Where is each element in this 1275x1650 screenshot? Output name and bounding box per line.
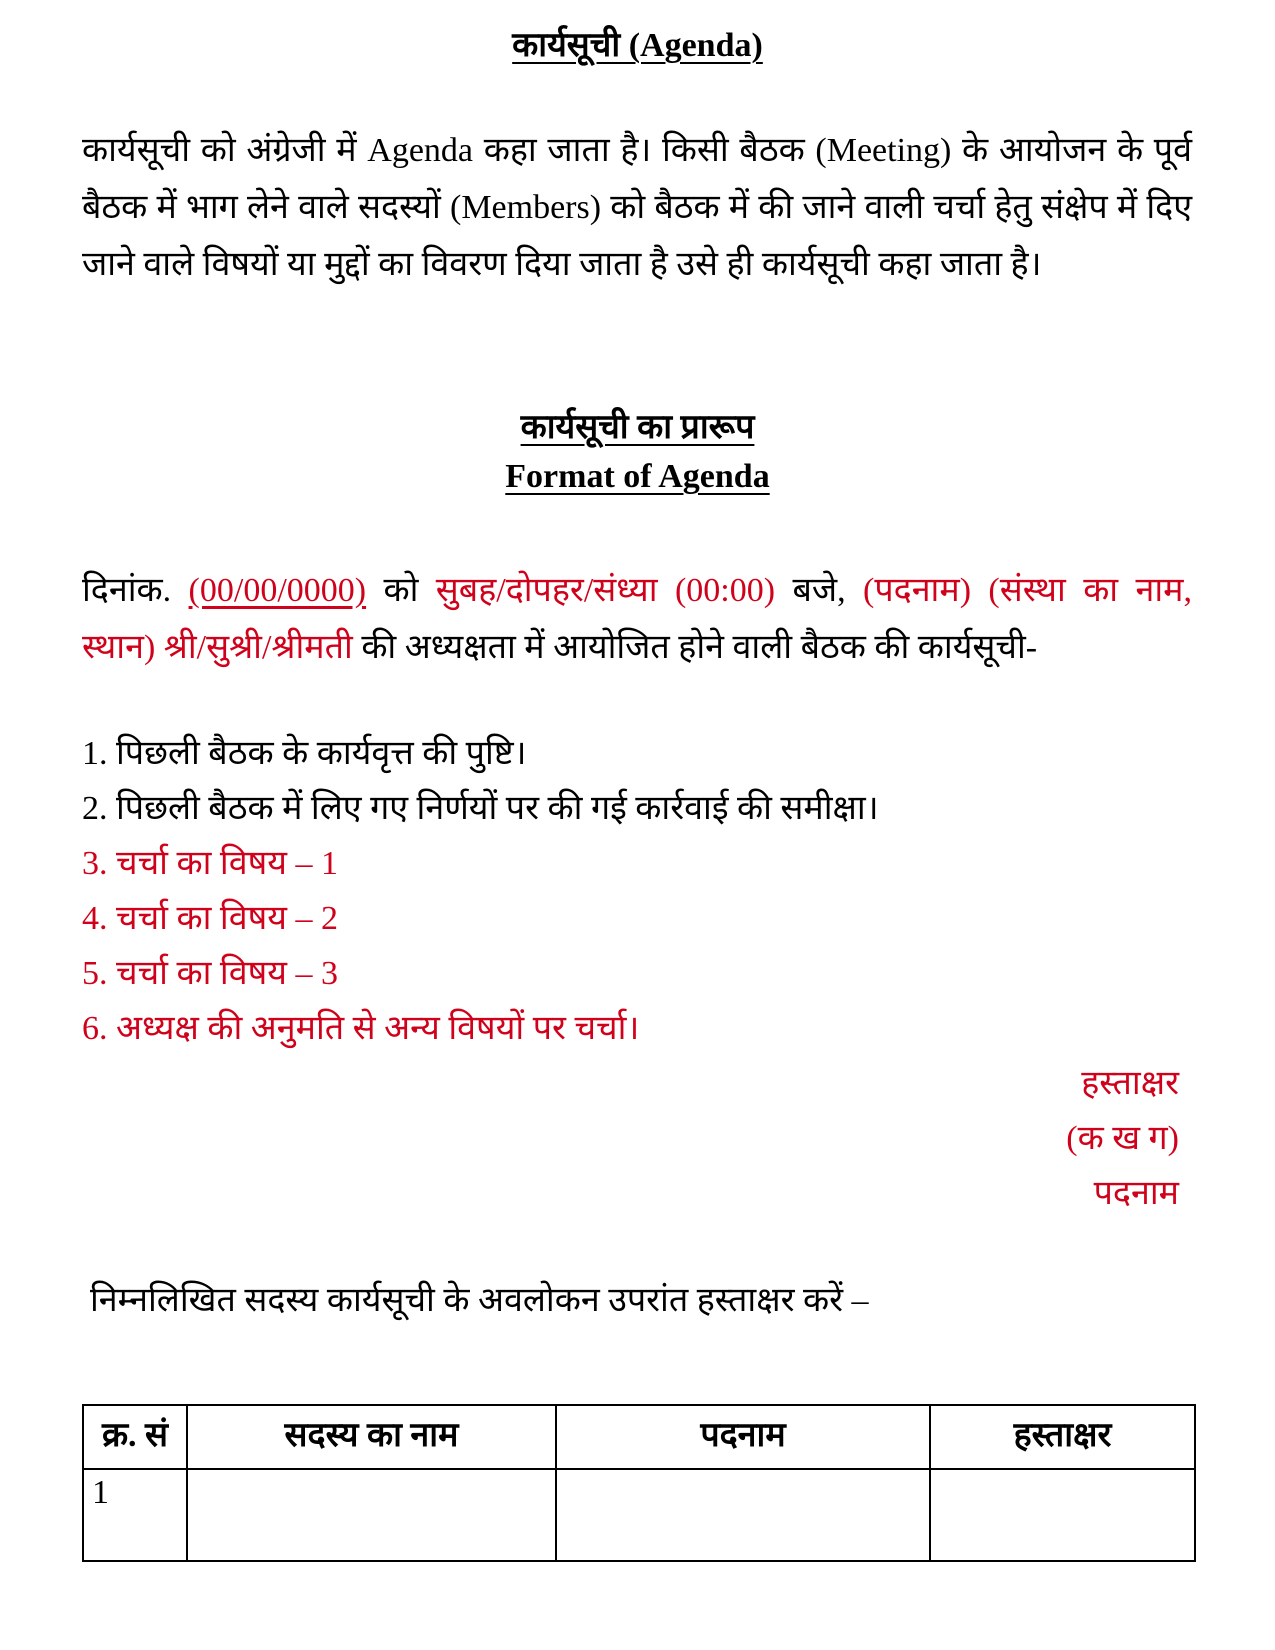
org-placeholder: (संस्था का नाम, (988, 572, 1193, 609)
agenda-item: 4. चर्चा का विषय – 2 (82, 900, 338, 937)
member-name-cell (187, 1469, 556, 1561)
table-row (83, 1469, 1195, 1561)
honorific-placeholder: श्री/सुश्री/श्रीमती (163, 629, 353, 666)
date-placeholder: (00/00/0000) (188, 572, 367, 609)
signature-name: (क ख ग) (1066, 1120, 1179, 1157)
header-serial: क्र. सं (83, 1405, 187, 1469)
time-of-day-placeholder: सुबह/दोपहर/संध्या (435, 572, 658, 609)
header-signature: हस्ताक्षर (930, 1405, 1195, 1469)
post-placeholder: (पदनाम) (863, 572, 972, 609)
members-table (82, 1404, 1196, 1562)
date-line: दिनांक. (00/00/0000) को सुबह/दोपहर/संध्या (00:00) बजे, (पदनाम) (संस्था का नाम, स्थान) श्री/सुश्री/श्रीमती की अध्यक्षता में आयोजित होने वाली बैठक की कार्यसूची- (82, 572, 1193, 666)
intro-paragraph: कार्यसूची को अंग्रेजी में Agenda कहा जाता है। किसी बैठक (Meeting) के आयोजन के पूर्व बैठक में भाग लेने वाले सदस्यों (Members) को बैठक में की जाने वाली चर्चा हेतु संक्षेप में दिए जाने वाले विषयों या मुद्दों का विवरण दिया जाता है उसे ही कार्यसूची कहा जाता है। (82, 132, 1192, 283)
signature-designation: पदनाम (1093, 1175, 1179, 1212)
signature-label: हस्ताक्षर (1081, 1065, 1179, 1102)
signature-cell (930, 1469, 1195, 1561)
table-header-row (83, 1405, 1195, 1469)
place-placeholder: स्थान) (82, 629, 156, 666)
format-heading-english: Format of Agenda (505, 458, 770, 495)
header-designation: पदनाम (556, 1405, 930, 1469)
agenda-item: 2. पिछली बैठक में लिए गए निर्णयों पर की गई कार्रवाई की समीक्षा। (82, 790, 879, 827)
format-heading-hindi: कार्यसूची का प्रारूप (520, 409, 755, 446)
header-member-name: सदस्य का नाम (187, 1405, 556, 1469)
page-title: कार्यसूची (Agenda) (512, 27, 763, 64)
agenda-item: 6. अध्यक्ष की अनुमति से अन्य विषयों पर चर्चा। (82, 1010, 640, 1047)
members-instruction: निम्नलिखित सदस्य कार्यसूची के अवलोकन उपरांत हस्ताक्षर करें – (90, 1282, 869, 1319)
agenda-item: 1. पिछली बैठक के कार्यवृत्त की पुष्टि। (82, 735, 527, 772)
designation-cell (556, 1469, 930, 1561)
serial-cell: 1 (83, 1469, 187, 1561)
agenda-item: 3. चर्चा का विषय – 1 (82, 845, 338, 882)
agenda-item: 5. चर्चा का विषय – 3 (82, 955, 338, 992)
time-placeholder: (00:00) (674, 572, 776, 609)
